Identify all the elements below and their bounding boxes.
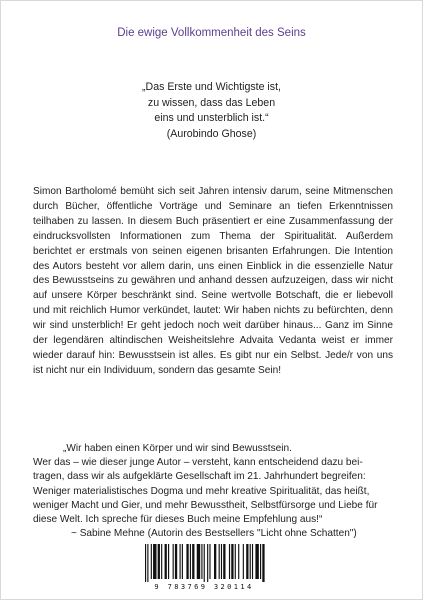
review-line: „Wir haben einen Körper und wir sind Bewusstsein. [63, 443, 292, 454]
review-line: Weniger materialistisches Dogma und mehr kreative Spiritualität, das heißt, [33, 485, 370, 497]
quote-line: „Das Erste und Wichtigste ist, [142, 81, 281, 93]
isbn-number: 9 783769 320114 [154, 583, 254, 591]
quote-line: eins und unsterblich ist.“ [154, 112, 269, 124]
isbn-barcode [137, 542, 271, 596]
quote-line: zu wissen, dass das Leben [147, 96, 276, 109]
blurb-paragraph: Simon Bartholomé bemüht sich seit Jahren intensiv darum, seine Mitmenschen durch Bücher, öffentliche Vorträge und Seminare an tiefen Erkenntnissen teilhaben zu lassen. In diesem Buch präsentiert er eine Zusammenfassung der eindrucksvollsten Informationen zum Thema der Spiritualität. Außerdem berichtet er erstmals von seinen eigenen brisanten Erfahrungen. Die Intention des Autors besteht vor allem darin, uns einen Einblick in die essenzielle Natur des Bewusstseins zu gewähren und anhand dessen aufzuzeigen, dass wir nicht auf unsere Körper beschränkt sind. Seine wertvolle Botschaft, die er liebevoll und mit reichlich Humor verkündet, lautet: Wir haben nichts zu befürchten, denn wir sind unsterblich! Er geht jedoch noch weit darüber hinaus... Ganz im Sinne der legendären altindischen Weisheitslehre Advaita Vedanta weist er immer wieder darauf hin: Bewusstsein ist alles. Es gibt nur ein Selbst. Jede/r von uns ist nicht nur ein Individuum, sondern das gesamte Sein! [33, 186, 393, 376]
review-line: diese Welt. Ich spreche für dieses Buch meine Empfehlung aus!“ [33, 514, 323, 526]
review-line: weniger Macht und Gier, und mehr Bewusstheit, Selbstfürsorge und Liebe für [33, 499, 378, 511]
review-line: Wer das – wie dieser junge Autor – versteht, kann entscheidend dazu bei- [33, 457, 363, 469]
epigraph-quote [1, 80, 422, 142]
review-quote [33, 442, 393, 541]
book-title: Die ewige Vollkommenheit des Seins [117, 27, 306, 39]
review-line: tragen, dass wir als aufgeklärte Gesellschaft im 21. Jahrhundert begreifen: [33, 471, 366, 483]
review-author: ~ Sabine Mehne (Autorin des Bestsellers "Licht ohne Schatten") [71, 528, 357, 540]
barcode-bars [137, 542, 271, 582]
quote-attribution: (Aurobindo Ghose) [166, 127, 257, 140]
